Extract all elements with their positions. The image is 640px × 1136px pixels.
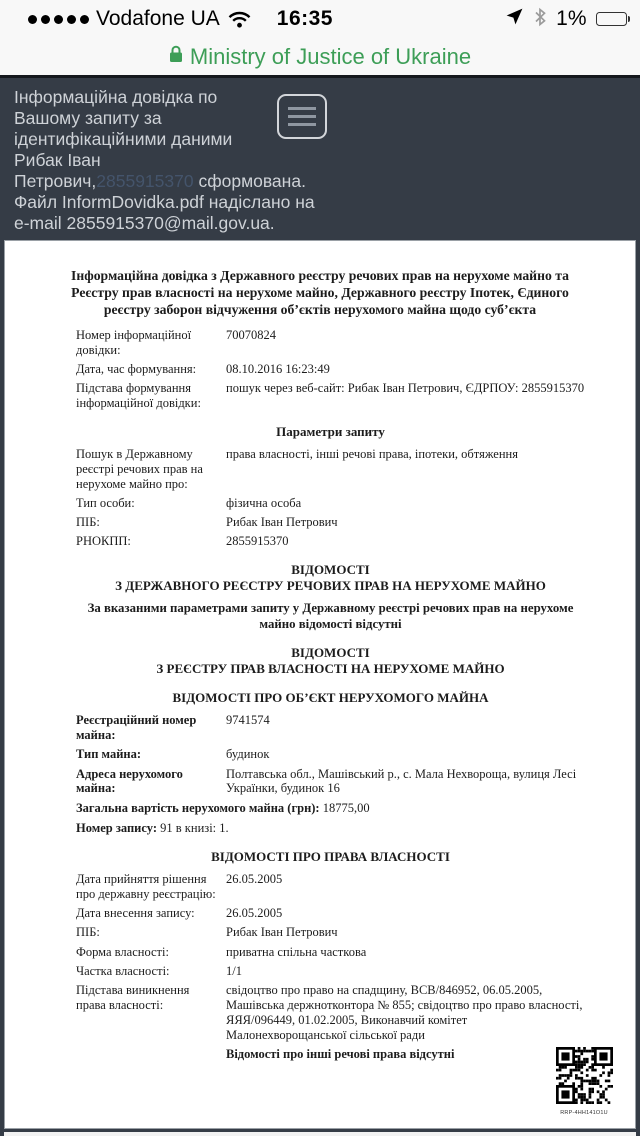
row-label: Тип особи: — [76, 495, 135, 510]
status-bar — [0, 0, 640, 38]
row-value: будинок — [226, 747, 270, 762]
row-label: Номер інформаційної довідки: — [76, 328, 192, 357]
row-value: приватна спільна часткова — [226, 944, 367, 959]
row-value: пошук через веб-сайт: Рибак Іван Петрович, ЄДРПОУ: 2855915370 — [226, 381, 585, 396]
row-value: 70070824 — [226, 328, 276, 342]
table-row — [76, 945, 585, 960]
table-row — [76, 925, 585, 940]
table-row — [76, 872, 585, 902]
row-label: Підстава формування інформаційної довідки: — [76, 381, 201, 411]
row-label: Дата прийняття рішення про державну реєстрацію: — [76, 871, 216, 901]
row-label: Реєстраційний номер майна: — [76, 713, 197, 743]
battery-icon — [596, 12, 631, 26]
row-value: 1/1 — [226, 963, 242, 978]
top-bars — [0, 0, 640, 75]
row-value: 2855915370 — [226, 534, 289, 549]
row-value: Рибак Іван Петрович — [226, 925, 338, 940]
section-header: ВІДОМОСТІ ПРО ОБ’ЄКТ НЕРУХОМОГО МАЙНА — [172, 690, 489, 706]
qr-block — [555, 1047, 613, 1116]
table-row — [76, 328, 585, 358]
inline-label: Загальна вартість нерухомого майна (грн): — [76, 800, 320, 815]
wifi-icon — [228, 11, 251, 28]
section-header: ВІДОМОСТІ З РЕЄСТРУ ПРАВ ВЛАСНОСТІ НА НЕРУХОМЕ МАЙНО — [156, 645, 505, 677]
battery-percent-label: 1% — [556, 7, 587, 30]
notification-text-segment: Вашому запиту за — [14, 108, 162, 128]
page-title: Ministry of Justice of Ukraine — [189, 43, 472, 69]
notice-text: За вказаними параметрами запиту у Державному реєстрі речових прав на нерухоме майно відомості відсутні — [87, 601, 574, 631]
carrier-label: Vodafone UA — [96, 7, 220, 30]
row-label: РНОКПП: — [76, 534, 131, 549]
bluetooth-icon — [533, 7, 547, 32]
table-row — [76, 983, 585, 1042]
id-number-link[interactable]: 2855915370 — [96, 171, 194, 191]
notification-text-segment: Файл InformDovidka.pdf надіслано на — [14, 192, 315, 212]
row-value: 08.10.2016 16:23:49 — [226, 362, 330, 377]
hamburger-menu-button[interactable] — [277, 94, 327, 139]
row-value: Полтавська обл., Машівський р., с. Мала Нехвороща, вулиця Лесі Українки, будинок 16 — [226, 766, 577, 796]
notification-line — [14, 87, 640, 108]
section-header: ВІДОМОСТІ ПРО ПРАВА ВЛАСНОСТІ — [211, 848, 450, 864]
table-row — [76, 362, 585, 377]
table-row — [76, 767, 585, 797]
row-value: фізична особа — [226, 495, 302, 510]
notification-line — [14, 213, 640, 234]
notification-panel — [0, 75, 640, 244]
row-label — [76, 1047, 226, 1062]
signal-strength-icon — [28, 15, 89, 24]
table-row — [76, 496, 585, 511]
notification-text-segment: e-mail 2855915370@mail.gov.ua. — [14, 213, 275, 233]
row-value: Відомості про інші речові права відсутні — [226, 1046, 455, 1061]
inline-row — [76, 801, 585, 816]
section-header: ВІДОМОСТІ З ДЕРЖАВНОГО РЕЄСТРУ РЕЧОВИХ ПРАВ НА НЕРУХОМЕ МАЙНО — [115, 562, 546, 594]
notification-line — [14, 171, 640, 192]
row-label: Дата внесення запису: — [76, 905, 195, 920]
table-row — [76, 534, 585, 549]
notification-text-segment: сформована. — [193, 171, 306, 191]
row-label: Пошук в Державному реєстрі речових прав на нерухоме майно про: — [76, 446, 203, 491]
document-body — [5, 328, 635, 1062]
notification-line — [14, 150, 640, 171]
next-page-sliver — [4, 1132, 636, 1136]
qr-code — [555, 1047, 613, 1109]
row-label: Форма власності: — [76, 944, 169, 959]
table-row — [76, 515, 585, 530]
table-row — [76, 747, 585, 762]
qr-caption: RRP-4HH141O1U — [560, 1110, 608, 1116]
row-label: Тип майна: — [76, 747, 142, 762]
row-label: Підстава виникнення права власності: — [76, 983, 190, 1012]
notification-line — [14, 108, 640, 129]
row-value: 26.05.2005 — [226, 871, 283, 886]
notification-line — [14, 129, 640, 150]
document-content — [5, 267, 635, 1062]
table-row — [76, 713, 585, 743]
inline-row — [76, 821, 585, 836]
table-row — [76, 447, 585, 491]
table-row — [76, 1047, 585, 1062]
lock-icon — [169, 45, 183, 68]
row-label: Частка власності: — [76, 963, 170, 978]
row-label: Дата, час формування: — [76, 362, 197, 377]
notification-text-segment: Петрович, — [14, 171, 97, 191]
table-row — [76, 381, 585, 411]
notification-text-segment: ідентифікаційними даними — [14, 129, 233, 149]
section-header: Параметри запиту — [276, 423, 385, 439]
inline-value: 91 в книзі: 1. — [157, 821, 229, 836]
inline-value: 18775,00 — [319, 800, 370, 815]
table-row — [76, 964, 585, 979]
notification-text — [14, 87, 640, 234]
notification-line — [14, 192, 640, 213]
location-arrow-icon — [505, 7, 524, 31]
row-value: Рибак Іван Петрович — [226, 515, 338, 530]
row-label: ПІБ: — [76, 515, 100, 530]
notification-text-segment: Інформаційна довідка по — [14, 87, 218, 107]
row-value: права власності, інші речові права, іпотеки, обтяження — [226, 446, 518, 461]
row-value: свідоцтво про право на спадщину, ВСВ/846952, 06.05.2005, Машівська держнотконтора № 855; свідоцтво про право власності, ЯЯЯ/096449, 01.02.2005, Виконавчий комітет Малонехворощанської сільської ради — [226, 983, 583, 1042]
table-row — [76, 906, 585, 921]
document-title: Інформаційна довідка з Державного реєстру речових прав на нерухоме майно та Реєстру прав власності на нерухоме майно, Державного реєстру Іпотек, Єдиного реєстру заборон відчуження об’єктів нерухомого майна щодо суб’єкта — [71, 268, 569, 317]
row-label: ПІБ: — [76, 925, 100, 940]
document-page — [4, 240, 636, 1129]
inline-label: Номер запису: — [76, 821, 158, 836]
row-label: Адреса нерухомого майна: — [76, 766, 183, 796]
notification-text-segment: Рибак Іван — [14, 150, 101, 170]
browser-title-bar — [0, 38, 640, 75]
row-value: 9741574 — [226, 713, 270, 728]
row-value: 26.05.2005 — [226, 905, 283, 920]
clock: 16:35 — [276, 7, 333, 30]
